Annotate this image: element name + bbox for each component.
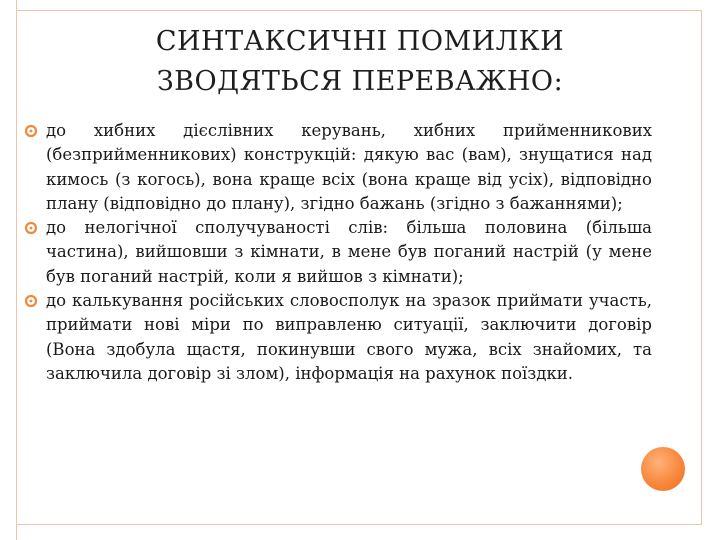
bullet-item bbox=[24, 216, 652, 289]
bullet-text: до нелогічної сполучуваності слів: більша половина (більша частина), вийшовши з кімнати, в мене був поганий настрій (у мене був поганий настрій, коли я вийшов з кімнати); bbox=[46, 218, 652, 286]
bullet-text: до хибних дієслівних керувань, хибних прийменникових (безприйменникових) конструкцій: дякую вас (вам), знущатися над кимось (з когось), вона краще всіх (вона краще від усіх), відповідно плану (відповідно до плану), згідно бажань (згідно з бажаннями); bbox=[46, 121, 652, 213]
ring-bullet-icon bbox=[24, 221, 38, 235]
ring-bullet-icon bbox=[24, 124, 38, 138]
bullet-item bbox=[24, 119, 652, 216]
title-line-2: ЗВОДЯТЬСЯ ПЕРЕВАЖНО: bbox=[156, 66, 564, 97]
ring-bullet-icon bbox=[24, 294, 38, 308]
bullet-item bbox=[24, 289, 652, 386]
slide-title bbox=[60, 22, 660, 102]
bullet-list bbox=[24, 119, 652, 386]
title-line-1: СИНТАКСИЧНІ ПОМИЛКИ bbox=[155, 26, 565, 57]
bullet-text: до калькування російських словосполук на зразок приймати участь, приймати нові міри по виправленю ситуації, заключити договір (Вона здобула щастя, покинувши свого мужа, всіх знайомих, та заключила договір зі злом), інформація на рахунок поїздки. bbox=[46, 291, 652, 383]
orange-circle-decoration bbox=[641, 447, 685, 491]
